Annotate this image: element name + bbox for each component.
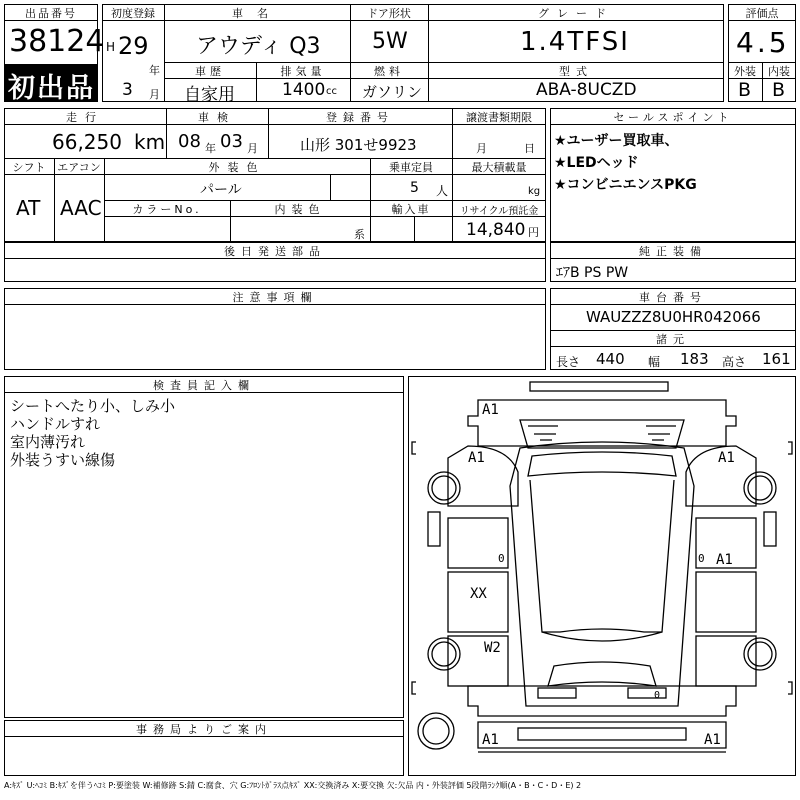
capacity-unit: 人 — [436, 184, 449, 198]
inspector-line-1: シートへたり小、しみ小 — [10, 397, 176, 415]
legend: A:ｷｽﾞ U:ﾍｺﾐ B:ｷｽﾞを伴うﾍｺﾐ P:要塗装 W:補修跡 S:錆 C:腐食、穴 G:ﾌﾛﾝﾄｶﾞﾗｽ点ｷｽﾞ XX:交換済み X:要交換 欠:欠品 内・外装評価 5段階ﾗﾝｸ順(A・B・C・D・E) 2 — [4, 781, 582, 790]
max-load-label: 最大積載量 — [471, 161, 527, 174]
sales-point-1: ★ユーザー買取車、 — [554, 133, 679, 149]
history-value: 自家用 — [184, 85, 235, 105]
sales-points-label: セールスポイント — [613, 111, 733, 124]
transfer-label: 譲渡書類期限 — [466, 111, 532, 124]
recycle-unit: 円 — [528, 226, 539, 239]
model-value: ABA-8UCZD — [536, 80, 637, 100]
shift-value: AT — [16, 196, 41, 220]
displacement-unit: cc — [326, 86, 337, 97]
recycle-label: リサイクル預託金 — [459, 206, 539, 217]
mark-front-bumper: A1 — [482, 402, 499, 418]
mark-right-door-front: 0 — [698, 552, 705, 565]
history-label: 車歴 — [195, 65, 225, 78]
first-listing-label: 初出品 — [8, 73, 95, 104]
fuel-value: ガソリン — [362, 83, 423, 101]
mileage-value: 66,250 — [52, 130, 122, 154]
height-label: 高さ — [722, 355, 747, 369]
interior-color-label: 内装色 — [274, 203, 326, 216]
inspection-year: 08 — [178, 131, 201, 152]
details-box — [4, 108, 546, 242]
mark-left-rear-door: XX — [470, 586, 487, 602]
exterior-grade: B — [738, 79, 752, 101]
lot-number: 38124 — [9, 24, 105, 59]
door-value: 5W — [372, 29, 408, 54]
shift-label: シフト — [12, 161, 46, 174]
office-label: 事務局よりご案内 — [136, 723, 272, 736]
capacity-label: 乗車定員 — [389, 161, 433, 174]
length-value: 440 — [596, 350, 625, 368]
score-label: 評価点 — [745, 7, 779, 20]
mark-rear-right-small: 0 — [654, 690, 661, 701]
color-no-label: カラーNo. — [132, 203, 202, 216]
notes-label: 注意事項欄 — [232, 291, 318, 304]
specs-label: 諸元 — [656, 333, 690, 346]
inspection-month: 03 — [220, 131, 243, 152]
era: H — [106, 40, 116, 54]
capacity-value: 5 — [410, 180, 419, 196]
month-unit: 月 — [149, 88, 160, 101]
inspector-line-2: ハンドルすれ — [10, 415, 101, 433]
interior-color-unit: 系 — [354, 228, 365, 241]
score-value: 4.5 — [736, 26, 790, 59]
transfer-day-unit: 日 — [524, 142, 535, 155]
displacement-value: 1400 — [282, 80, 326, 100]
inspection-month-unit: 月 — [247, 142, 258, 155]
recycle-value: 14,840 — [466, 220, 526, 240]
chassis-label: 車台番号 — [639, 291, 707, 304]
grade-value: 1.4TFSI — [520, 27, 630, 57]
model-label: 型式 — [559, 65, 593, 78]
factory-equipment-label: 純正装備 — [639, 245, 707, 258]
first-reg-month: 3 — [122, 80, 133, 100]
length-label: 長さ — [556, 355, 581, 369]
color-value: パール — [200, 182, 242, 198]
exterior-grade-label: 外装 — [734, 65, 756, 78]
mileage-unit: km — [134, 130, 166, 154]
displacement-label: 排気量 — [280, 65, 326, 78]
fuel-label: 燃料 — [374, 65, 404, 78]
max-load-unit: kg — [528, 186, 541, 197]
inspector-line-4: 外装うすい線傷 — [10, 451, 116, 469]
transfer-month-unit: 月 — [476, 142, 487, 155]
interior-grade: B — [772, 79, 786, 101]
mark-left-door-front: 0 — [498, 552, 505, 565]
aircon-label: エアコン — [57, 161, 101, 174]
inspection-year-unit: 年 — [205, 142, 216, 155]
mark-front-left-fender: A1 — [468, 450, 485, 466]
color-label: 外装色 — [208, 161, 266, 174]
later-parts-label: 後日発送部品 — [224, 245, 326, 258]
mileage-label: 走行 — [66, 111, 104, 124]
mark-rear-right: A1 — [704, 732, 721, 748]
inspection-label: 車検 — [198, 111, 236, 124]
car-name-label: 車名 — [232, 7, 282, 20]
inspector-line-3: 室内薄汚れ — [10, 433, 86, 451]
aircon-value: AAC — [60, 196, 102, 220]
width-value: 183 — [680, 350, 709, 368]
inspector-label: 検査員記入欄 — [153, 379, 255, 392]
mark-rear-left: A1 — [482, 732, 499, 748]
chassis-value: WAUZZZ8U0HR042066 — [586, 308, 761, 326]
mark-left-rear-fender: W2 — [484, 640, 501, 656]
height-value: 161 — [762, 350, 791, 368]
car-name: アウディ Q3 — [196, 34, 321, 59]
sales-point-3: ★コンビニエンスPKG — [554, 177, 697, 193]
mark-front-right-fender: A1 — [718, 450, 735, 466]
grade-label: グレード — [538, 7, 614, 20]
interior-grade-label: 内装 — [768, 65, 790, 78]
import-label: 輸入車 — [391, 203, 431, 216]
year-unit: 年 — [149, 64, 160, 77]
plate-value: 山形 301せ9923 — [300, 136, 417, 154]
car-diagram — [408, 376, 796, 776]
door-label: ドア形状 — [367, 7, 411, 20]
first-reg-label: 初度登録 — [111, 7, 155, 20]
lot-label: 出品番号 — [25, 7, 77, 20]
factory-equipment-value: ｴｱB PS PW — [556, 265, 629, 281]
plate-label: 登録番号 — [326, 111, 394, 124]
sales-point-2: ★LEDヘッド — [554, 155, 639, 171]
first-reg-year: 29 — [118, 32, 149, 60]
mark-right-door-rear: A1 — [716, 552, 733, 568]
width-label: 幅 — [648, 355, 661, 369]
